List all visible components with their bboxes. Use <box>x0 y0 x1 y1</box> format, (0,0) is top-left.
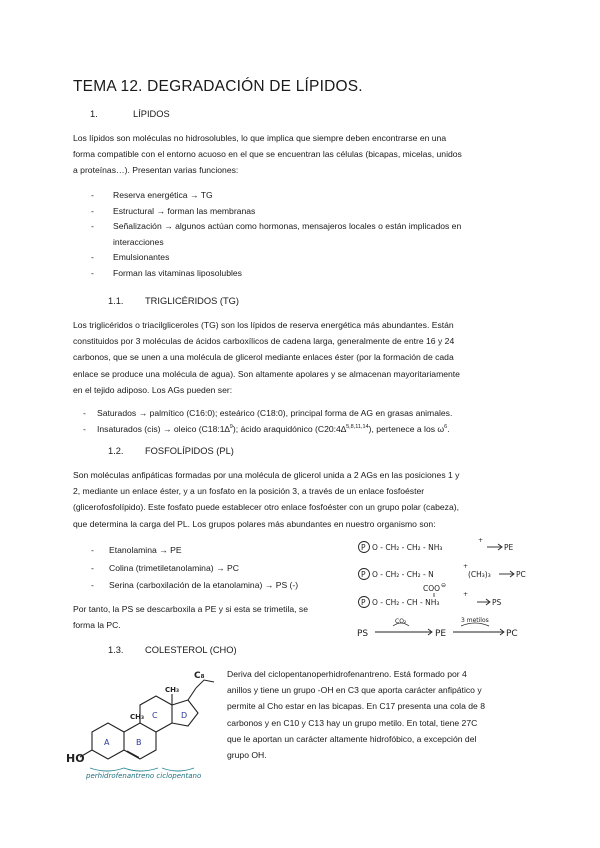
text-line: (glicerofosfolípido). Este fosfato puede establecer otro enlace fosfoéster con un grupo polar (cabeza), <box>73 502 459 513</box>
list-item: - Colina (trimetiletanolamina) → PC <box>91 562 239 573</box>
text-line: Por tanto, la PS se descarboxila a PE y si esta se trimetila, se <box>73 604 309 614</box>
text-line: anillos y tiene un grupo -OH en C3 que aporta carácter anfipático y <box>227 685 482 696</box>
list-item: - Forman las vitaminas liposolubles <box>91 267 242 278</box>
text-line: forma compatible con el entorno acuoso en el que se encuentran las células (bicapas, micelas, unidos <box>73 149 462 160</box>
text-line: Los lípidos son moléculas no hidrosolubles, lo que implica que siempre deben encontrarse en una <box>73 133 447 143</box>
text-line: Deriva del ciclopentanoperhidrofenantreno. Está formado por 4 <box>227 669 467 679</box>
svg-text:+: + <box>463 563 469 570</box>
svg-text:+: + <box>463 591 469 598</box>
list-item: - Serina (carboxilación de la etanolamina) → PS (-) <box>91 580 299 591</box>
section-title: LÍPIDOS <box>133 109 170 119</box>
text-line: a proteínas…). Presentan varias funciones: <box>73 165 239 176</box>
tail-label: C₈ <box>194 671 205 681</box>
page-title: TEMA 12. DEGRADACIÓN DE LÍPIDOS. <box>73 78 363 95</box>
ring-label: A <box>104 738 110 747</box>
text-line: carbonos, que se unen a una molécula de glicerol mediante enlaces éster (por la formación de cada <box>73 352 454 363</box>
pl-paragraph <box>73 467 528 532</box>
section-title: FOSFOLÍPIDOS (PL) <box>145 446 234 456</box>
text-line: que determina la carga del PL. Los grupos polares más abundantes en nuestro organismo son: <box>73 518 436 529</box>
list-item: - Estructural → forman las membranas <box>91 205 256 216</box>
section-title: TRIGLICÉRIDOS (TG) <box>145 296 240 306</box>
svg-text:+: + <box>478 537 484 544</box>
svg-text:PE: PE <box>504 543 514 552</box>
text-line: Son moléculas anfipáticas formadas por una molécula de glicerol unida a 2 AGs en las posiciones 1 y <box>73 470 460 480</box>
list-item: - Reserva energética → TG <box>91 190 213 200</box>
section-number: 1.3. <box>108 645 124 655</box>
svg-text:PC: PC <box>516 570 526 579</box>
svg-text:O - CH₂ - CH - NH₃: O - CH₂ - CH - NH₃ <box>372 598 440 607</box>
svg-text:COO: COO <box>423 584 441 593</box>
svg-text:(CH₃)₃: (CH₃)₃ <box>468 570 491 579</box>
text-line: constituidos por 3 moléculas de ácidos carboxílicos de cadena larga, generalmente de entre 16 y 24 <box>73 336 455 347</box>
svg-text:P: P <box>361 543 366 552</box>
intro-paragraph <box>73 130 528 179</box>
ring-label: B <box>136 738 142 747</box>
svg-text:PS: PS <box>357 629 369 639</box>
ps-formula <box>359 582 502 608</box>
text-line: grupo OH. <box>227 750 267 761</box>
cho-paragraph <box>227 666 528 763</box>
section-number: 1.2. <box>108 446 124 456</box>
list-item: interacciones <box>113 236 164 247</box>
polar-head-formulas <box>355 534 535 644</box>
section-title: COLESTEROL (CHO) <box>145 645 237 655</box>
svg-text:PE: PE <box>435 629 447 639</box>
svg-text:PC: PC <box>506 629 518 639</box>
text-line: permite al Cho estar en las bicapas. En C17 presenta una cola de 8 <box>227 701 485 712</box>
text-line: 2, mediante un enlace éster, y a un fosfato en la posición 3, a través de un enlace fosfoéster <box>73 486 425 497</box>
text-line: en el tejido adiposo. Los AGs pueden ser: <box>73 384 233 395</box>
steroid-caption: perhidrofenantreno ciclopentano <box>86 772 202 780</box>
pathway-ps-pe-pc <box>357 617 518 639</box>
ag-types-list <box>83 406 533 437</box>
ring-label: C <box>152 711 158 720</box>
svg-text:PS: PS <box>492 598 502 607</box>
ring-label: D <box>181 711 188 720</box>
functions-list <box>91 188 531 282</box>
ps-paragraph <box>73 601 353 633</box>
svg-text:P: P <box>361 598 366 607</box>
svg-text:P: P <box>361 570 366 579</box>
pc-formula <box>359 563 526 580</box>
text-line: que le aportan un carácter altamente hidrofóbico, a excepción del <box>227 733 477 744</box>
svg-text:3 metilos: 3 metilos <box>461 617 489 624</box>
polar-groups-list <box>91 543 361 594</box>
text-line: carbonos y en C10 y C13 hay un grupo metilo. En total, tiene 27C <box>227 717 478 728</box>
methyl-label: CH₃ <box>130 713 145 721</box>
svg-text:⊖: ⊖ <box>441 582 447 589</box>
list-item: - Señalización → algunos actúan como hormonas, mensajeros locales o están implicados en <box>91 221 462 232</box>
list-item: - Etanolamina → PE <box>91 545 182 555</box>
list-item: - Emulsionantes <box>91 252 170 263</box>
svg-text:O - CH₂ - CH₂ - N: O - CH₂ - CH₂ - N <box>372 570 434 579</box>
list-item: - Saturados → palmítico (C16:0); esteárico (C18:0), principal forma de AG en grasas animales. <box>83 408 453 418</box>
section-number: 1. <box>90 109 98 119</box>
text-line: forma la PC. <box>73 620 121 631</box>
pe-formula <box>359 537 514 553</box>
svg-text:CO₂: CO₂ <box>395 618 407 625</box>
svg-text:O - CH₂ - CH₂ - NH₃: O - CH₂ - CH₂ - NH₃ <box>372 543 443 552</box>
text-line: enlace se produce una molécula de agua). Son altamente apolares y se almacenan mayoritariamente <box>73 368 460 379</box>
hydroxyl-label: HO <box>66 752 85 765</box>
section-number: 1.1. <box>108 296 124 306</box>
steroid-skeleton-drawing <box>62 650 228 780</box>
list-item: - Insaturados (cis) → oleico (C18:1∆$^9$); ácido araquidónico (C20:4∆$^{5,8,11,14}$), pertenece a los $\omega^6$. <box>83 423 450 434</box>
tg-paragraph <box>73 317 528 398</box>
text-line: Los triglicéridos o triacilgliceroles (TG) son los lípidos de reserva energética más abundantes. Están <box>73 320 454 330</box>
methyl-label: CH₃ <box>165 686 180 694</box>
